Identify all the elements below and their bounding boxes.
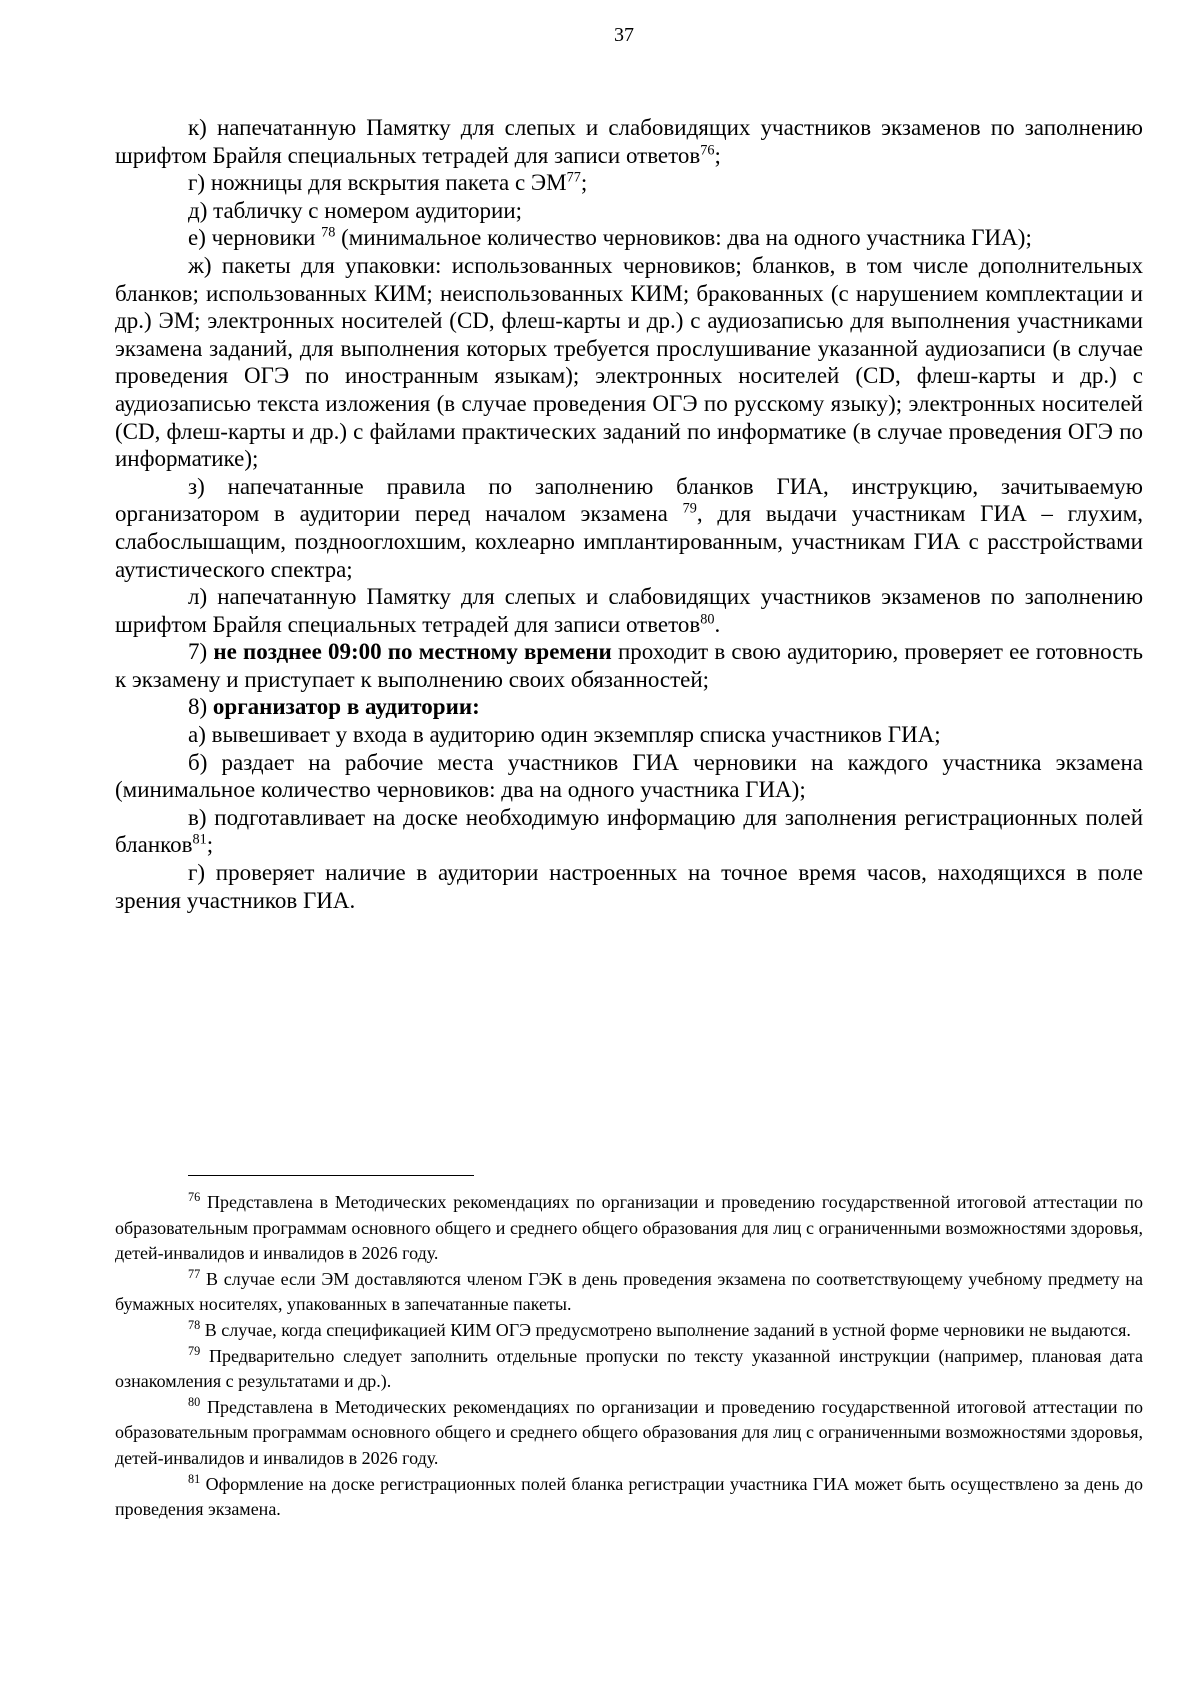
text: 8) [188,694,213,720]
footnote-number: 76 [188,1190,201,1204]
text: проходит в свою аудиторию, проверяет ее готовность к экзамену и приступает к выполнению своих обязанностей; [115,639,1143,692]
bold-text: организатор в аудитории: [212,694,480,720]
text: л) напечатанную Памятку для слепых и слабовидящих участников экзаменов по заполнению шрифтом Брайля специальных тетрадей для записи ответов [115,584,1143,637]
item-g-scissors [115,169,1143,197]
bold-text: не позднее 09:00 по местному времени [213,639,612,665]
text: 7) [188,639,214,665]
text: а) вывешивает у входа в аудиторию один экземпляр списка участников ГИА; [188,722,941,748]
item-k-braille-memo [115,114,1143,169]
item-g-clock [115,859,1143,914]
text: д) табличку с номером аудитории; [188,197,523,223]
text: (минимальное количество черновиков: два на одного участника ГИА); [335,225,1032,251]
text: г) проверяет наличие в аудитории настроенных на точное время часов, находящихся в поле зрения участников ГИА. [115,860,1143,913]
text: з) напечатанные правила по заполнению бланков ГИА, инструкцию, зачитываемую организатором в аудитории перед началом экзамена [115,473,1143,527]
footnote-ref[interactable]: 77 [566,169,581,186]
text: к) напечатанную Памятку для слепых и слабовидящих участников экзаменов по заполнению шрифтом Брайля специальных тетрадей для записи ответов [115,115,1143,168]
footnote-number: 79 [188,1343,201,1358]
text: е) черновики [188,225,322,251]
main-text [115,114,1143,914]
footnote-77 [115,1267,1143,1318]
footnote-text: В случае, когда спецификацией КИМ ОГЭ предусмотрено выполнение заданий в устной форме черновики не выдаются. [200,1319,1131,1340]
footnote-text: Предварительно следует заполнить отдельные пропуски по тексту указанной инструкции (например, плановая дата ознакомления с результатами и др.). [115,1345,1143,1392]
footnote-number: 81 [188,1471,201,1486]
footnote-79 [115,1344,1143,1395]
item-zh-packages [115,252,1143,473]
item-d-room-plate [115,197,1143,225]
text: . [714,611,721,637]
footnote-ref[interactable]: 81 [192,831,207,848]
footnote-ref[interactable]: 76 [700,141,715,158]
text: ; [580,170,588,196]
footnote-ref[interactable]: 80 [700,611,715,628]
text: б) раздает на рабочие места участников ГИА черновики на каждого участника экзамена (минимальное количество черновиков: два на одного участника ГИА); [115,749,1143,803]
footnote-81 [115,1472,1143,1523]
item-a-list [115,721,1143,749]
text: в) подготавливает на доске необходимую информацию для заполнения регистрационных полей бланков [115,804,1143,858]
item-e-drafts [115,224,1143,252]
footnote-text: Представлена в Методических рекомендациях по организации и проведению государственной итоговой аттестации по образовательным программам основного общего и среднего общего образования для лиц с ограниченными возможностями здоровья, детей-инвалидов и инвалидов в 2026 году. [115,1396,1143,1468]
footnote-separator [188,1175,474,1176]
footnote-number: 77 [188,1266,201,1281]
text: г) ножницы для вскрытия пакета с ЭМ [188,170,567,196]
footnote-number: 80 [188,1394,201,1409]
footnote-ref[interactable]: 79 [682,500,697,517]
footnote-number: 78 [188,1317,201,1332]
item-8-organizer [115,693,1143,721]
footnote-text: Представлена в Методических рекомендациях по организации и проведению государственной итоговой аттестации по образовательным программам основного общего и среднего общего образования для лиц с ограниченными возможностями здоровья, детей-инвалидов и инвалидов в 2026 году. [115,1192,1143,1264]
text: , для выдачи участникам ГИА – глухим, слабослышащим, позднооглохшим, кохлеарно имплантированным, участникам ГИА с расстройствами аутистического спектра; [115,501,1143,582]
item-v-board [115,804,1143,859]
footnote-78 [115,1318,1143,1344]
footnote-ref[interactable]: 78 [321,224,336,241]
page-number: 37 [614,24,634,46]
text: ж) пакеты для упаковки: использованных черновиков; бланков, в том числе дополнительных бланков; использованных КИМ; неиспользованных КИМ; бракованных (с нарушением комплектации и др.) ЭМ; электронных носителей (CD, флеш-карты и др.) с аудиозаписью для выполнения участниками экзамена заданий, для выполнения которых требуется прослушивание указанной аудиозаписи (в случае проведения ОГЭ по иностранным языкам); электронных носителей (CD, флеш-карты и др.) с аудиозаписью текста изложения (в случае проведения ОГЭ по русскому языку); электронных носителей (CD, флеш-карты и др.) с файлами практических заданий по информатике (в случае проведения ОГЭ по информатике); [115,252,1143,472]
item-7-arrival [115,638,1143,693]
item-l-braille-memo [115,583,1143,638]
item-b-drafts [115,749,1143,804]
footnote-76 [115,1190,1143,1267]
footnote-text: В случае если ЭМ доставляются членом ГЭК в день проведения экзамена по соответствующему учебному предмету на бумажных носителях, упакованных в запечатанные пакеты. [115,1268,1143,1315]
text: ; [206,832,214,858]
footnote-80 [115,1395,1143,1472]
item-z-rules [115,473,1143,583]
footnotes [115,1190,1143,1523]
text: ; [714,142,721,168]
footnote-text: Оформление на доске регистрационных полей бланка регистрации участника ГИА может быть осуществлено за день до проведения экзамена. [115,1473,1143,1520]
